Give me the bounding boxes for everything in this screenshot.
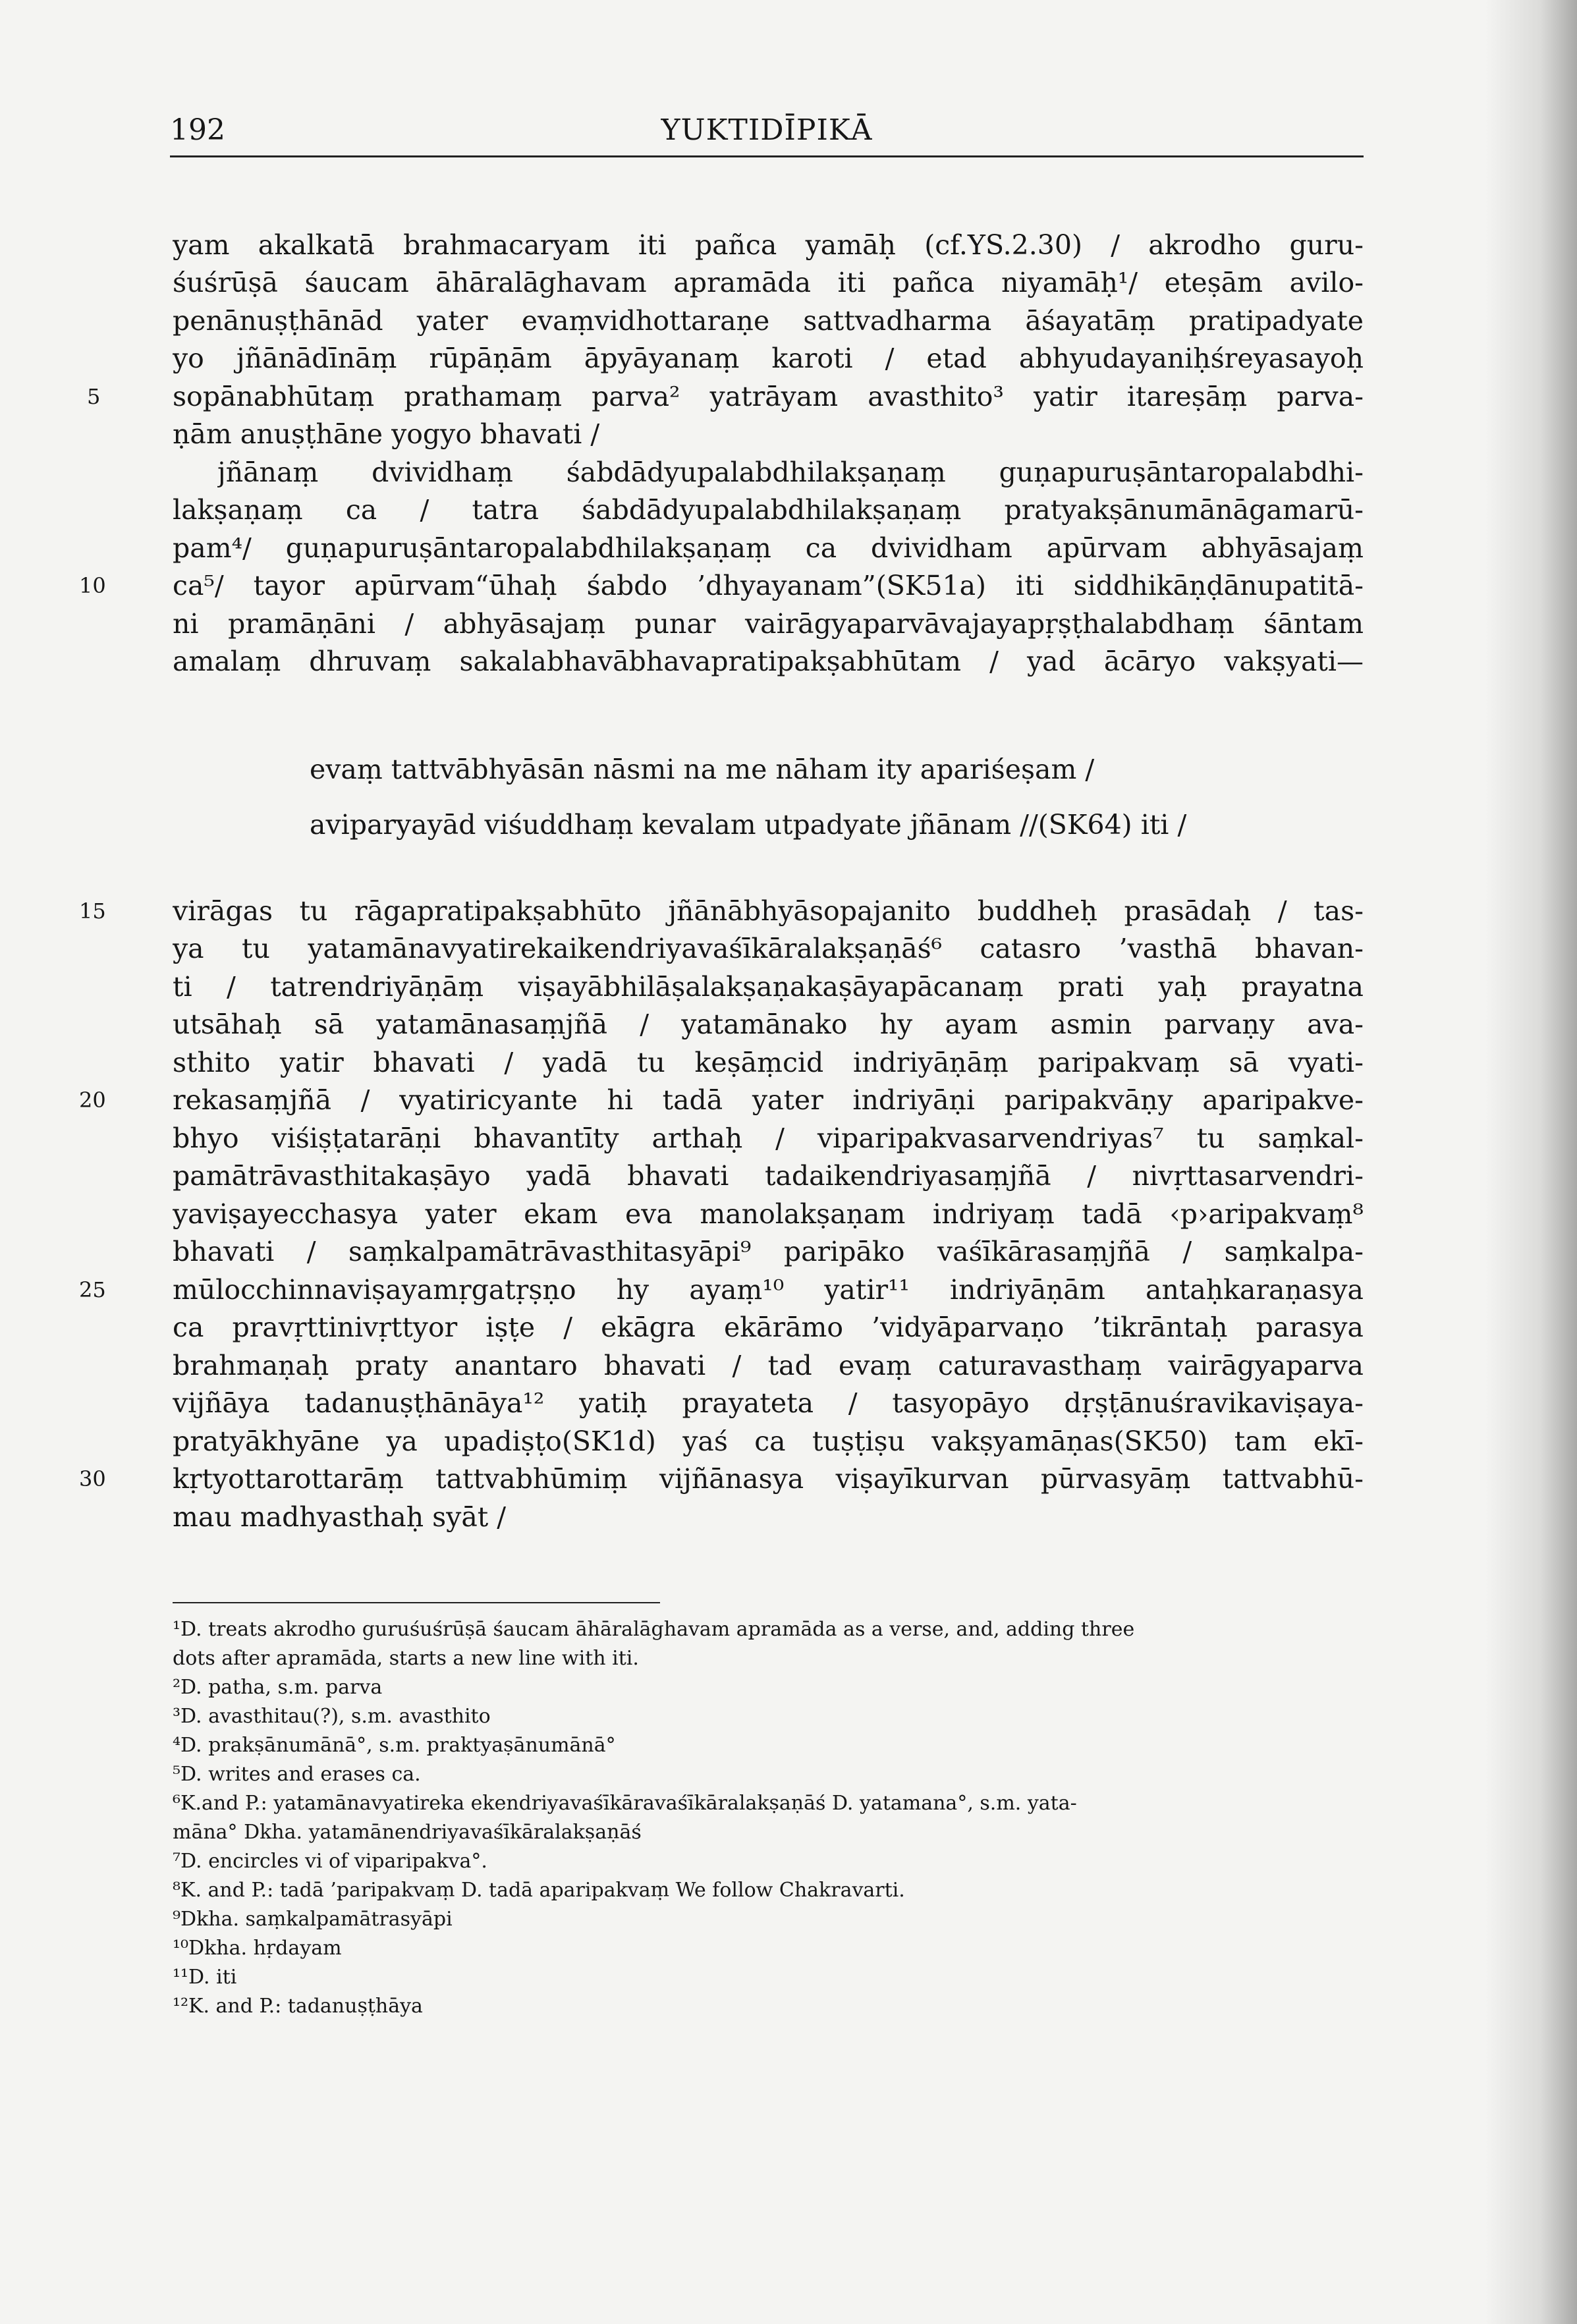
text-line: ṇām anuṣṭhāne yogyo bhavati / (173, 418, 600, 450)
text-line: mūlocchinnaviṣayamṛgatṛṣṇo hy ayaṃ¹⁰ yatir¹¹ indriyāṇām antaḥkaraṇasya (173, 1274, 1364, 1306)
text-line: ti / tatrendriyāṇāṃ viṣayābhilāṣalakṣaṇakaṣāyapācanaṃ prati yaḥ prayatna (173, 971, 1364, 1003)
line-number: 5 (87, 384, 101, 409)
running-title: YUKTIDĪPIKĀ (661, 113, 873, 147)
footnote: ⁵D. writes and erases ca. (173, 1763, 421, 1786)
verse-line: evaṃ tattvābhyāsān nāsmi na me nāham ity apariśeṣam / (310, 754, 1095, 785)
text-line: bhyo viśiṣṭatarāṇi bhavantīty arthaḥ / viparipakvasarvendriyas⁷ tu saṃkal- (173, 1122, 1364, 1154)
footnote: ³D. avasthitau(?), s.m. avasthito (173, 1705, 491, 1728)
footnote: ⁷D. encircles vi of viparipakva°. (173, 1850, 487, 1873)
text-line: kṛtyottarottarāṃ tattvabhūmiṃ vijñānasya viṣayīkurvan pūrvasyāṃ tattvabhū- (173, 1463, 1364, 1495)
text-line: ca⁵/ tayor apūrvam“ūhaḥ śabdo ’dhyayanam”(SK51a) iti siddhikāṇḍānupatitā- (173, 570, 1364, 601)
line-number: 25 (79, 1277, 106, 1302)
text-line: bhavati / saṃkalpamātrāvasthitasyāpi⁹ paripāko vaśīkārasaṃjñā / saṃkalpa- (173, 1236, 1364, 1267)
text-line: virāgas tu rāgapratipakṣabhūto jñānābhyāsopajanito buddheḥ prasādaḥ / tas- (173, 895, 1364, 927)
line-number: 30 (79, 1466, 106, 1491)
footnote: ⁴D. prakṣānumānā°, s.m. praktyaṣānumānā° (173, 1734, 616, 1757)
text-line: penānuṣṭhānād yater evaṃvidhottaraṇe sattvadharma āśayatāṃ pratipadyate (173, 305, 1364, 337)
footnote: dots after apramāda, starts a new line with iti. (173, 1647, 639, 1670)
footnote: ⁶K.and P.: yatamānavyatireka ekendriyavaśīkāravaśīkāralakṣaṇāś D. yatamana°, s.m. yata- (173, 1792, 1077, 1815)
text-line: utsāhaḥ sā yatamānasaṃjñā / yatamānako hy ayam asmin parvaṇy ava- (173, 1009, 1364, 1040)
text-line: yaviṣayecchasya yater ekam eva manolakṣaṇam indriyaṃ tadā ‹p›aripakvaṃ⁸ (173, 1198, 1364, 1230)
text-line: pratyākhyāne ya upadiṣṭo(SK1d) yaś ca tuṣṭiṣu vakṣyamāṇas(SK50) tam ekī- (173, 1425, 1364, 1457)
footnote: māna° Dkha. yatamānendriyavaśīkāralakṣaṇāś (173, 1821, 642, 1844)
header-rule (170, 155, 1364, 157)
page-number: 192 (170, 113, 225, 147)
text-line: jñānaṃ dvividhaṃ śabdādyupalabdhilakṣaṇaṃ guṇapuruṣāntaropalabdhi- (217, 456, 1364, 488)
footnote: ¹¹D. iti (173, 1966, 237, 1989)
footnote: ⁹Dkha. saṃkalpamātrasyāpi (173, 1908, 453, 1931)
text-line: ya tu yatamānavyatirekaikendriyavaśīkāralakṣaṇāś⁶ catasro ’vasthā bhavan- (173, 933, 1364, 964)
text-line: pamātrāvasthitakaṣāyo yadā bhavati tadaikendriyasaṃjñā / nivṛttasarvendri- (173, 1160, 1364, 1192)
line-number: 15 (79, 899, 106, 924)
text-line: yam akalkatā brahmacaryam iti pañca yamāḥ (cf.YS.2.30) / akrodho guru- (173, 229, 1364, 261)
text-line: vijñāya tadanuṣṭhānāya¹² yatiḥ prayateta / tasyopāyo dṛṣṭānuśravikaviṣaya- (173, 1387, 1364, 1419)
text-line: amalaṃ dhruvaṃ sakalabhavābhavapratipakṣabhūtam / yad ācāryo vakṣyati— (173, 646, 1364, 677)
footnote: ⁸K. and P.: tadā ’paripakvaṃ D. tadā aparipakvaṃ We follow Chakravarti. (173, 1879, 905, 1902)
footnote: ¹⁰Dkha. hṛdayam (173, 1937, 342, 1960)
page-edge-shadow (1485, 0, 1577, 2324)
text-line: sopānabhūtaṃ prathamaṃ parva² yatrāyam avasthito³ yatir itareṣāṃ parva- (173, 381, 1364, 412)
text-line: sthito yatir bhavati / yadā tu keṣāṃcid indriyāṇāṃ paripakvaṃ sā vyati- (173, 1047, 1364, 1078)
text-line: rekasaṃjñā / vyatiricyante hi tadā yater indriyāṇi paripakvāṇy aparipakve- (173, 1084, 1364, 1116)
text-line: ca pravṛttinivṛttyor iṣṭe / ekāgra ekārāmo ’vidyāparvaṇo ’tikrāntaḥ parasya (173, 1312, 1364, 1343)
text-line: mau madhyasthaḥ syāt / (173, 1501, 507, 1533)
line-number: 10 (79, 573, 106, 598)
text-line: yo jñānādīnāṃ rūpāṇām āpyāyanaṃ karoti / etad abhyudayaniḥśreyasayoḥ (173, 343, 1364, 374)
line-number: 20 (79, 1088, 106, 1113)
text-line: pam⁴/ guṇapuruṣāntaropalabdhilakṣaṇaṃ ca dvividham apūrvam abhyāsajaṃ (173, 532, 1364, 564)
text-line: śuśrūṣā śaucam āhāralāghavam apramāda iti pañca niyamāḥ¹/ eteṣām avilo- (173, 267, 1364, 298)
text-line: ni pramāṇāni / abhyāsajaṃ punar vairāgyaparvāvajayapṛṣṭhalabdhaṃ śāntam (173, 608, 1364, 640)
page-header (170, 113, 1364, 159)
footnote: ¹D. treats akrodho guruśuśrūṣā śaucam āhāralāghavam apramāda as a verse, and, adding three (173, 1618, 1135, 1641)
footnote: ²D. patha, s.m. parva (173, 1676, 383, 1699)
footnote-rule (173, 1602, 660, 1603)
footnote: ¹²K. and P.: tadanuṣṭhāya (173, 1995, 423, 2018)
text-line: lakṣaṇaṃ ca / tatra śabdādyupalabdhilakṣaṇaṃ pratyakṣānumānāgamarū- (173, 494, 1364, 526)
verse-line: aviparyayād viśuddhaṃ kevalam utpadyate jñānam //(SK64) iti / (310, 809, 1187, 841)
text-line: brahmaṇaḥ praty anantaro bhavati / tad evaṃ caturavasthaṃ vairāgyaparva (173, 1350, 1364, 1381)
